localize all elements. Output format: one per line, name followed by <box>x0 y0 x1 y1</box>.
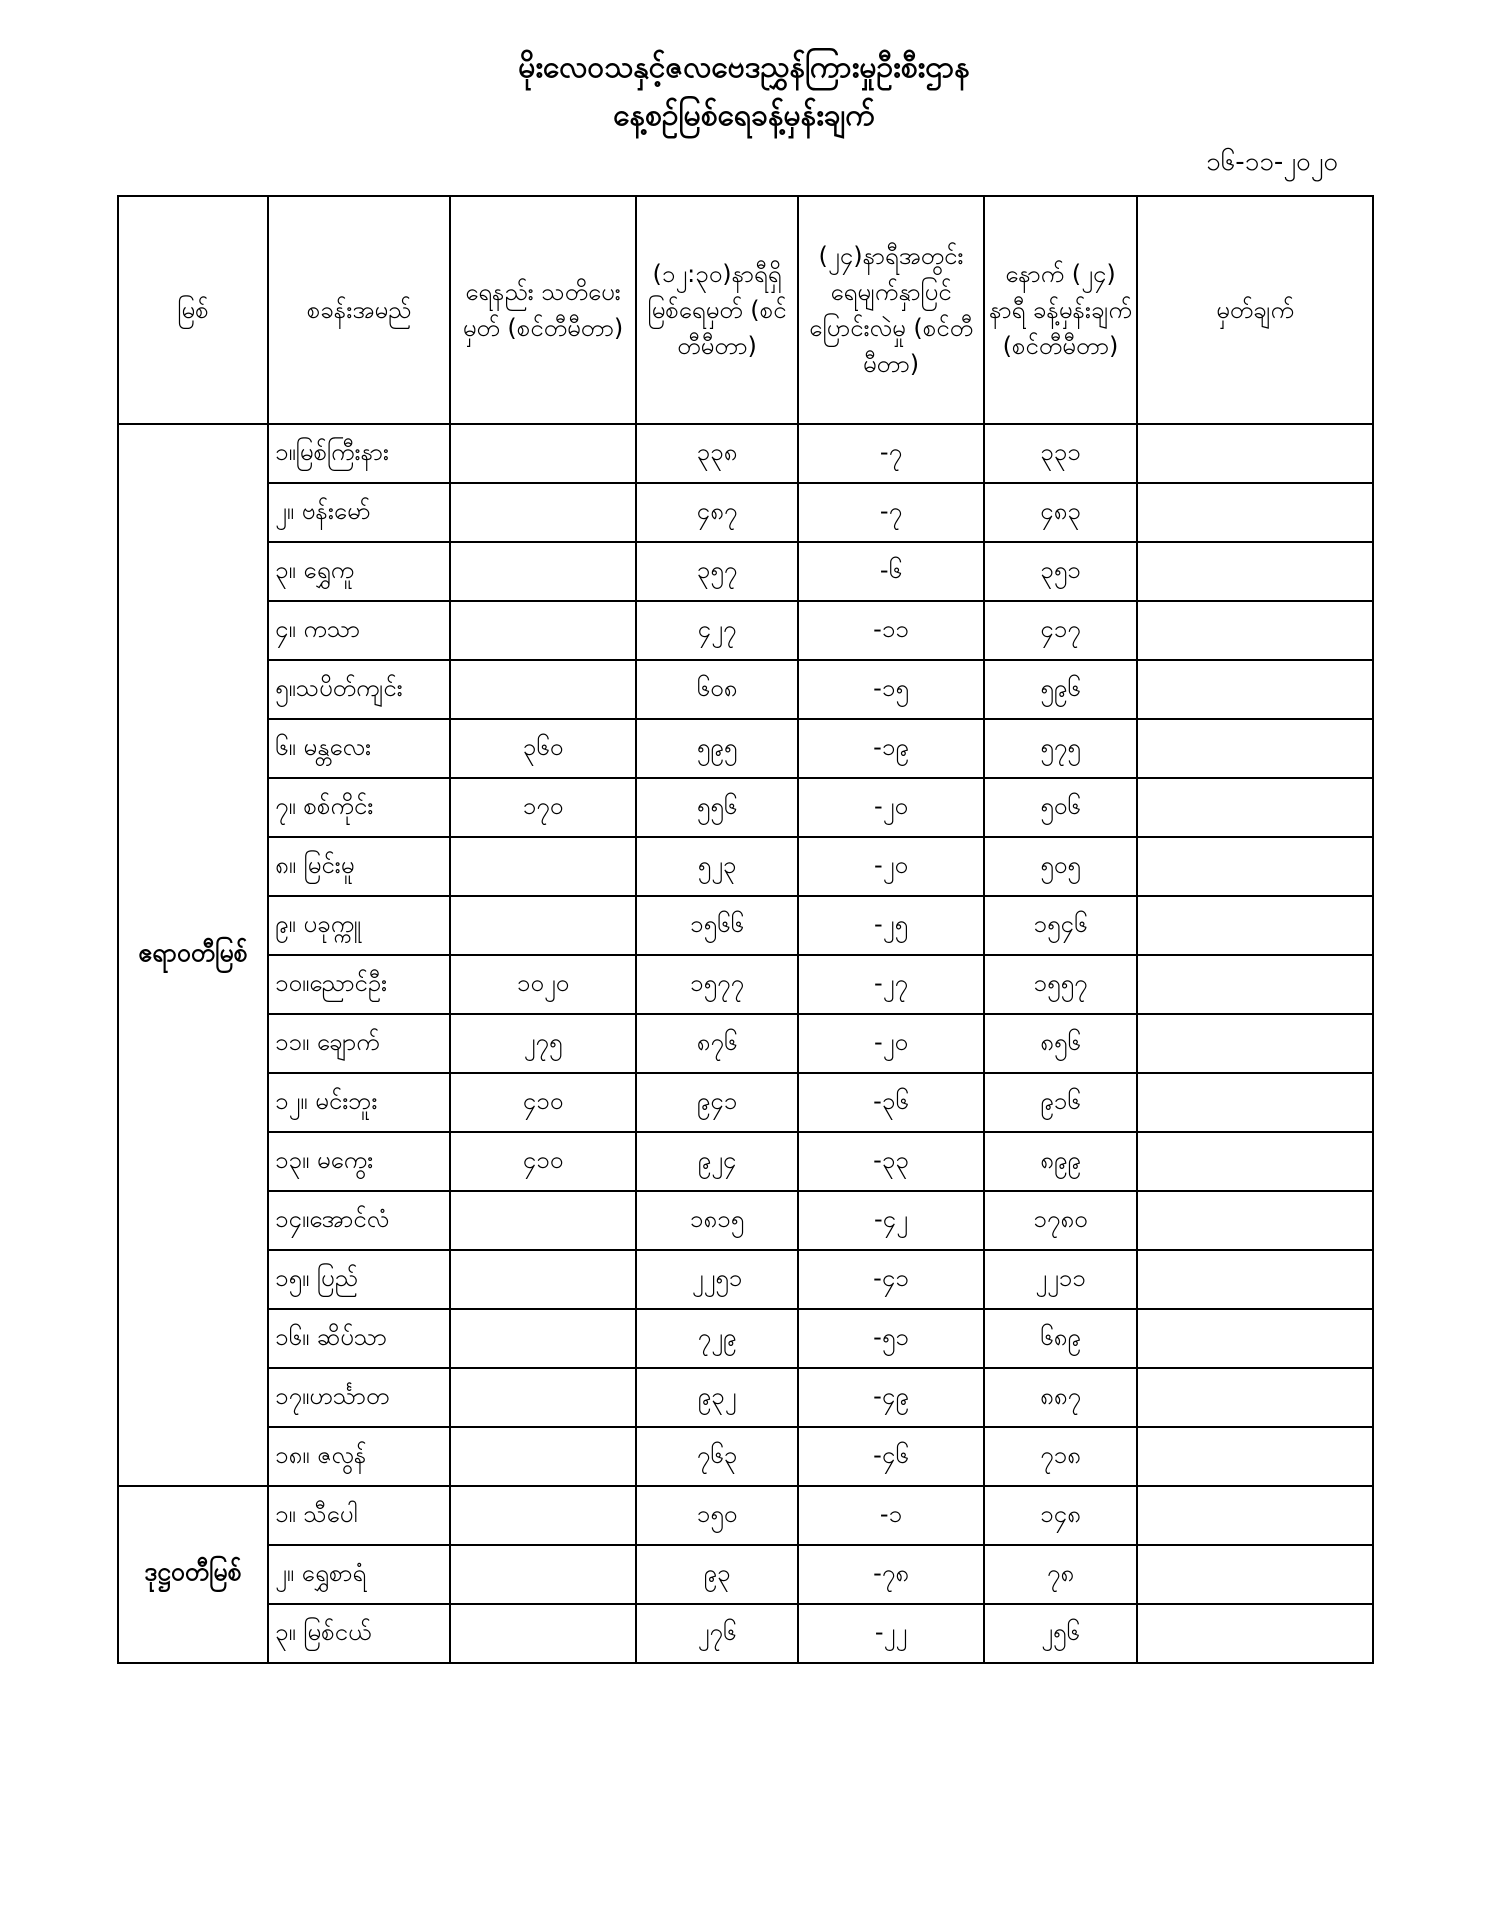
col-header-forecast: နောက် (၂၄) နာရီ ခန့်မှန်းချက် (စင်တီမီတာ) <box>984 196 1137 424</box>
station-name-cell: ၁။ သီပေါ <box>268 1486 450 1545</box>
remark-cell <box>1137 660 1373 719</box>
table-row <box>118 483 1373 542</box>
water-level-cell: ၁၅၇၇ <box>636 955 798 1014</box>
table-row <box>118 1309 1373 1368</box>
water-level-cell: ၆၀၈ <box>636 660 798 719</box>
forecast-cell: ၁၇၈၀ <box>984 1191 1137 1250</box>
level-change-cell: -၁ <box>798 1486 984 1545</box>
forecast-cell: ၁၅၅၇ <box>984 955 1137 1014</box>
river-forecast-table <box>117 195 1374 1664</box>
level-change-cell: -၁၉ <box>798 719 984 778</box>
level-change-cell: -၇၈ <box>798 1545 984 1604</box>
table-row <box>118 1132 1373 1191</box>
level-change-cell: -၇ <box>798 424 984 483</box>
table-row <box>118 837 1373 896</box>
remark-cell <box>1137 1250 1373 1309</box>
table-row <box>118 1250 1373 1309</box>
col-header-warning-level: ရေနည်း သတိပေးမှတ် (စင်တီမီတာ) <box>450 196 636 424</box>
remark-cell <box>1137 837 1373 896</box>
station-name-cell: ၁၃။ မကွေး <box>268 1132 450 1191</box>
warning-level-cell <box>450 1427 636 1486</box>
remark-cell <box>1137 1073 1373 1132</box>
station-name-cell: ၈။ မြင်းမူ <box>268 837 450 896</box>
level-change-cell: -၁၁ <box>798 601 984 660</box>
report-date: ၁၆-၁၁-၂၀၂၀ <box>1205 147 1338 177</box>
forecast-cell: ၅၉၆ <box>984 660 1137 719</box>
water-level-cell: ၅၉၅ <box>636 719 798 778</box>
level-change-cell: -၂၂ <box>798 1604 984 1663</box>
level-change-cell: -၄၂ <box>798 1191 984 1250</box>
forecast-cell: ၅၀၆ <box>984 778 1137 837</box>
water-level-cell: ၄၈၇ <box>636 483 798 542</box>
water-level-cell: ၃၅၇ <box>636 542 798 601</box>
table-row <box>118 424 1373 483</box>
level-change-cell: -၂၀ <box>798 837 984 896</box>
forecast-cell: ၃၃၁ <box>984 424 1137 483</box>
level-change-cell: -၁၅ <box>798 660 984 719</box>
level-change-cell: -၃၆ <box>798 1073 984 1132</box>
forecast-cell: ၂၅၆ <box>984 1604 1137 1663</box>
forecast-cell: ၈၈၇ <box>984 1368 1137 1427</box>
warning-level-cell <box>450 1604 636 1663</box>
level-change-cell: -၃၃ <box>798 1132 984 1191</box>
warning-level-cell <box>450 483 636 542</box>
water-level-cell: ၉၄၁ <box>636 1073 798 1132</box>
station-name-cell: ၁၈။ ဇလွန် <box>268 1427 450 1486</box>
water-level-cell: ၉၃ <box>636 1545 798 1604</box>
water-level-cell: ၁၅၀ <box>636 1486 798 1545</box>
table-row <box>118 719 1373 778</box>
remark-cell <box>1137 955 1373 1014</box>
forecast-cell: ၈၉၉ <box>984 1132 1137 1191</box>
water-level-cell: ၁၅၆၆ <box>636 896 798 955</box>
remark-cell <box>1137 1427 1373 1486</box>
forecast-cell: ၅၀၅ <box>984 837 1137 896</box>
station-name-cell: ၁၇။ဟင်္သာတ <box>268 1368 450 1427</box>
forecast-cell: ၇၁၈ <box>984 1427 1137 1486</box>
forecast-cell: ၉၁၆ <box>984 1073 1137 1132</box>
level-change-cell: -၅၁ <box>798 1309 984 1368</box>
remark-cell <box>1137 1014 1373 1073</box>
level-change-cell: -၄၉ <box>798 1368 984 1427</box>
remark-cell <box>1137 483 1373 542</box>
remark-cell <box>1137 1604 1373 1663</box>
table-row <box>118 1604 1373 1663</box>
warning-level-cell: ၂၇၅ <box>450 1014 636 1073</box>
warning-level-cell <box>450 1368 636 1427</box>
forecast-cell: ၈၅၆ <box>984 1014 1137 1073</box>
water-level-cell: ၁၈၁၅ <box>636 1191 798 1250</box>
col-header-river: မြစ် <box>118 196 268 424</box>
forecast-cell: ၃၅၁ <box>984 542 1137 601</box>
remark-cell <box>1137 719 1373 778</box>
table-row <box>118 1545 1373 1604</box>
level-change-cell: -၂၇ <box>798 955 984 1014</box>
station-name-cell: ၉။ ပခုက္ကူ <box>268 896 450 955</box>
station-name-cell: ၁၆။ ဆိပ်သာ <box>268 1309 450 1368</box>
station-name-cell: ၇။ စစ်ကိုင်း <box>268 778 450 837</box>
level-change-cell: -၇ <box>798 483 984 542</box>
water-level-cell: ၉၂၄ <box>636 1132 798 1191</box>
table-row <box>118 1427 1373 1486</box>
river-name-cell: ဒုဋ္ဌဝတီမြစ် <box>118 1486 268 1663</box>
station-name-cell: ၁၀။ညောင်ဦး <box>268 955 450 1014</box>
water-level-cell: ၅၂၃ <box>636 837 798 896</box>
warning-level-cell: ၁၀၂၀ <box>450 955 636 1014</box>
station-name-cell: ၅။သပိတ်ကျင်း <box>268 660 450 719</box>
table-row <box>118 542 1373 601</box>
table-row <box>118 778 1373 837</box>
level-change-cell: -၂၅ <box>798 896 984 955</box>
forecast-cell: ၅၇၅ <box>984 719 1137 778</box>
warning-level-cell <box>450 601 636 660</box>
table-row <box>118 1014 1373 1073</box>
station-name-cell: ၄။ ကသာ <box>268 601 450 660</box>
level-change-cell: -၂၀ <box>798 1014 984 1073</box>
warning-level-cell <box>450 424 636 483</box>
station-name-cell: ၆။ မန္တလေး <box>268 719 450 778</box>
forecast-cell: ၇၈ <box>984 1545 1137 1604</box>
remark-cell <box>1137 542 1373 601</box>
forecast-cell: ၄၁၇ <box>984 601 1137 660</box>
water-level-cell: ၉၃၂ <box>636 1368 798 1427</box>
river-name-cell: ဧရာဝတီမြစ် <box>118 424 268 1486</box>
warning-level-cell <box>450 1545 636 1604</box>
table-row <box>118 1073 1373 1132</box>
forecast-cell: ၁၅၄၆ <box>984 896 1137 955</box>
station-name-cell: ၁၁။ ချောက် <box>268 1014 450 1073</box>
water-level-cell: ၇၂၉ <box>636 1309 798 1368</box>
water-level-cell: ၃၃၈ <box>636 424 798 483</box>
water-level-cell: ၅၅၆ <box>636 778 798 837</box>
forecast-cell: ၂၂၁၁ <box>984 1250 1137 1309</box>
station-name-cell: ၁၄။အောင်လံ <box>268 1191 450 1250</box>
water-level-cell: ၇၆၃ <box>636 1427 798 1486</box>
table-row <box>118 601 1373 660</box>
station-name-cell: ၁၅။ ပြည် <box>268 1250 450 1309</box>
level-change-cell: -၄၆ <box>798 1427 984 1486</box>
water-level-cell: ၄၂၇ <box>636 601 798 660</box>
station-name-cell: ၁။မြစ်ကြီးနား <box>268 424 450 483</box>
remark-cell <box>1137 1132 1373 1191</box>
remark-cell <box>1137 1191 1373 1250</box>
warning-level-cell <box>450 542 636 601</box>
water-level-cell: ၂၂၅၁ <box>636 1250 798 1309</box>
remark-cell <box>1137 601 1373 660</box>
water-level-cell: ၈၇၆ <box>636 1014 798 1073</box>
level-change-cell: -၂၀ <box>798 778 984 837</box>
station-name-cell: ၃။ မြစ်ငယ် <box>268 1604 450 1663</box>
station-name-cell: ၃။ ရွှေကူ <box>268 542 450 601</box>
warning-level-cell <box>450 896 636 955</box>
table-row <box>118 660 1373 719</box>
level-change-cell: -၆ <box>798 542 984 601</box>
remark-cell <box>1137 1309 1373 1368</box>
station-name-cell: ၁၂။ မင်းဘူး <box>268 1073 450 1132</box>
remark-cell <box>1137 1486 1373 1545</box>
page-subtitle: နေ့စဉ်မြစ်ရေခန့်မှန်းချက် <box>613 98 875 133</box>
warning-level-cell: ၄၁၀ <box>450 1132 636 1191</box>
forecast-cell: ၁၄၈ <box>984 1486 1137 1545</box>
warning-level-cell: ၄၁၀ <box>450 1073 636 1132</box>
warning-level-cell <box>450 1309 636 1368</box>
warning-level-cell: ၃၆၀ <box>450 719 636 778</box>
remark-cell <box>1137 424 1373 483</box>
level-change-cell: -၄၁ <box>798 1250 984 1309</box>
station-name-cell: ၂။ ရွှေစာရံ <box>268 1545 450 1604</box>
warning-level-cell <box>450 837 636 896</box>
col-header-station: စခန်းအမည် <box>268 196 450 424</box>
warning-level-cell: ၁၇၀ <box>450 778 636 837</box>
page-title: မိုးလေဝသနှင့်ဇလဗေဒညွှန်ကြားမှုဦးစီးဌာန <box>518 50 970 85</box>
remark-cell <box>1137 1368 1373 1427</box>
table-row <box>118 1486 1373 1545</box>
remark-cell <box>1137 896 1373 955</box>
forecast-cell: ၄၈၃ <box>984 483 1137 542</box>
station-name-cell: ၂။ ဗန်းမော် <box>268 483 450 542</box>
remark-cell <box>1137 778 1373 837</box>
forecast-cell: ၆၈၉ <box>984 1309 1137 1368</box>
table-row <box>118 1368 1373 1427</box>
table-row <box>118 955 1373 1014</box>
col-header-change: (၂၄)နာရီအတွင်း ရေမျက်နှာပြင် ပြောင်းလဲမှု (စင်တီမီတာ) <box>798 196 984 424</box>
col-header-remark: မှတ်ချက် <box>1137 196 1373 424</box>
warning-level-cell <box>450 660 636 719</box>
warning-level-cell <box>450 1486 636 1545</box>
water-level-cell: ၂၇၆ <box>636 1604 798 1663</box>
remark-cell <box>1137 1545 1373 1604</box>
table-header-row <box>118 196 1373 424</box>
col-header-water-level: (၁၂:၃၀)နာရီရှိ မြစ်ရေမှတ် (စင်တီမီတာ) <box>636 196 798 424</box>
warning-level-cell <box>450 1250 636 1309</box>
warning-level-cell <box>450 1191 636 1250</box>
table-row <box>118 896 1373 955</box>
table-row <box>118 1191 1373 1250</box>
